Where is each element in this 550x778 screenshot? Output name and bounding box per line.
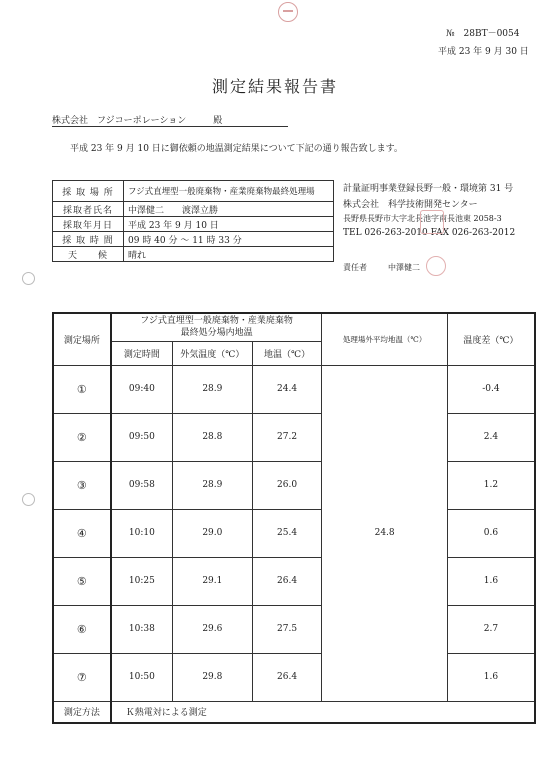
group-header: フジ式直埋型一般廃棄物・産業廃棄物 最終処分場内地温	[111, 313, 322, 341]
table-row	[53, 653, 535, 701]
diff-cell: 1.2	[447, 461, 535, 509]
ground-temp-cell: 24.4	[252, 365, 322, 413]
time-cell: 10:25	[111, 557, 173, 605]
page-title: 測定結果報告書	[211, 77, 338, 96]
diff-cell: 1.6	[447, 557, 535, 605]
col-air-header: 外気温度（℃）	[173, 341, 253, 365]
registration-number: 計量証明事業登録長野一般・環境第 31 号	[343, 184, 514, 194]
method-row	[53, 701, 535, 723]
document-date: 平成 23 年 9 月 30 日	[438, 47, 529, 57]
time-cell: 10:38	[111, 605, 173, 653]
col-time-header: 測定時間	[111, 341, 173, 365]
recipient: 株式会社 フジコーポレーション 殿	[52, 113, 288, 127]
row-number: ⑦	[53, 653, 111, 701]
header-row	[53, 313, 535, 341]
table-row	[53, 413, 535, 461]
method-value: Ｋ熱電対による測定	[111, 701, 535, 723]
ground-temp-cell: 26.4	[252, 557, 322, 605]
issuer-address: 長野県長野市大字北長池字南長池東 2058-3	[343, 214, 502, 223]
issuer-company: 株式会社 科学技術開発センター	[343, 200, 478, 210]
info-row	[53, 217, 334, 232]
info-label: 採取年月日	[53, 217, 124, 232]
time-cell: 09:50	[111, 413, 173, 461]
method-label: 測定方法	[53, 701, 111, 723]
table-row	[53, 557, 535, 605]
row-number: ⑥	[53, 605, 111, 653]
ground-temp-cell: 26.0	[252, 461, 322, 509]
air-temp-cell: 29.1	[173, 557, 253, 605]
time-cell: 09:58	[111, 461, 173, 509]
company-seal-mark	[420, 210, 444, 234]
row-number: ④	[53, 509, 111, 557]
ground-temp-cell: 25.4	[252, 509, 322, 557]
diff-cell: 1.6	[447, 653, 535, 701]
intro-text: 平成 23 年 9 月 10 日に御依頼の地温測定結果について下記の通り報告致します。	[70, 144, 403, 154]
row-number: ①	[53, 365, 111, 413]
diff-cell: -0.4	[447, 365, 535, 413]
info-row	[53, 247, 334, 262]
diff-cell: 2.7	[447, 605, 535, 653]
info-row	[53, 232, 334, 247]
ground-temp-cell: 26.4	[252, 653, 322, 701]
table-row	[53, 461, 535, 509]
document-number: № 28BT－0054	[446, 29, 520, 39]
air-temp-cell: 28.9	[173, 461, 253, 509]
col-ground-header: 地温（℃）	[252, 341, 322, 365]
punch-hole-top	[22, 272, 35, 285]
air-temp-cell: 28.8	[173, 413, 253, 461]
outside-avg-cell: 24.8	[322, 365, 447, 701]
info-row	[53, 181, 334, 202]
col-location-header: 測定場所	[53, 313, 111, 365]
info-label: 採 取 場 所	[53, 181, 124, 202]
info-value: 平成 23 年 9 月 10 日	[124, 217, 334, 232]
time-cell: 09:40	[111, 365, 173, 413]
info-value: 中澤健二 渡澤立勝	[124, 202, 334, 217]
col-outside-avg-header: 処理場外平均地温（℃）	[322, 313, 447, 365]
info-value: フジ式直埋型一般廃棄物・産業廃棄物最終処理場	[124, 181, 334, 202]
responsible-label: 責任者	[343, 263, 367, 272]
air-temp-cell: 28.9	[173, 365, 253, 413]
table-row	[53, 509, 535, 557]
top-stamp-mark	[278, 2, 298, 22]
diff-cell: 0.6	[447, 509, 535, 557]
info-row	[53, 202, 334, 217]
table-row	[53, 365, 535, 413]
ground-temp-cell: 27.5	[252, 605, 322, 653]
ground-temp-cell: 27.2	[252, 413, 322, 461]
time-cell: 10:10	[111, 509, 173, 557]
row-number: ③	[53, 461, 111, 509]
diff-cell: 2.4	[447, 413, 535, 461]
issuer-contact: TEL 026-263-2010 FAX 026-263-2012	[343, 228, 516, 238]
info-label: 天 候	[53, 247, 124, 262]
col-diff-header: 温度差（℃）	[447, 313, 535, 365]
row-number: ②	[53, 413, 111, 461]
air-temp-cell: 29.8	[173, 653, 253, 701]
responsible-name: 中澤健二	[388, 263, 420, 272]
sampling-info-table	[52, 180, 334, 262]
air-temp-cell: 29.6	[173, 605, 253, 653]
punch-hole-bottom	[22, 493, 35, 506]
air-temp-cell: 29.0	[173, 509, 253, 557]
measurement-table	[52, 312, 536, 724]
table-row	[53, 605, 535, 653]
time-cell: 10:50	[111, 653, 173, 701]
info-label: 採取者氏名	[53, 202, 124, 217]
row-number: ⑤	[53, 557, 111, 605]
info-label: 採 取 時 間	[53, 232, 124, 247]
info-value: 09 時 40 分 ～ 11 時 33 分	[124, 232, 334, 247]
personal-seal-mark	[426, 256, 446, 276]
info-value: 晴れ	[124, 247, 334, 262]
